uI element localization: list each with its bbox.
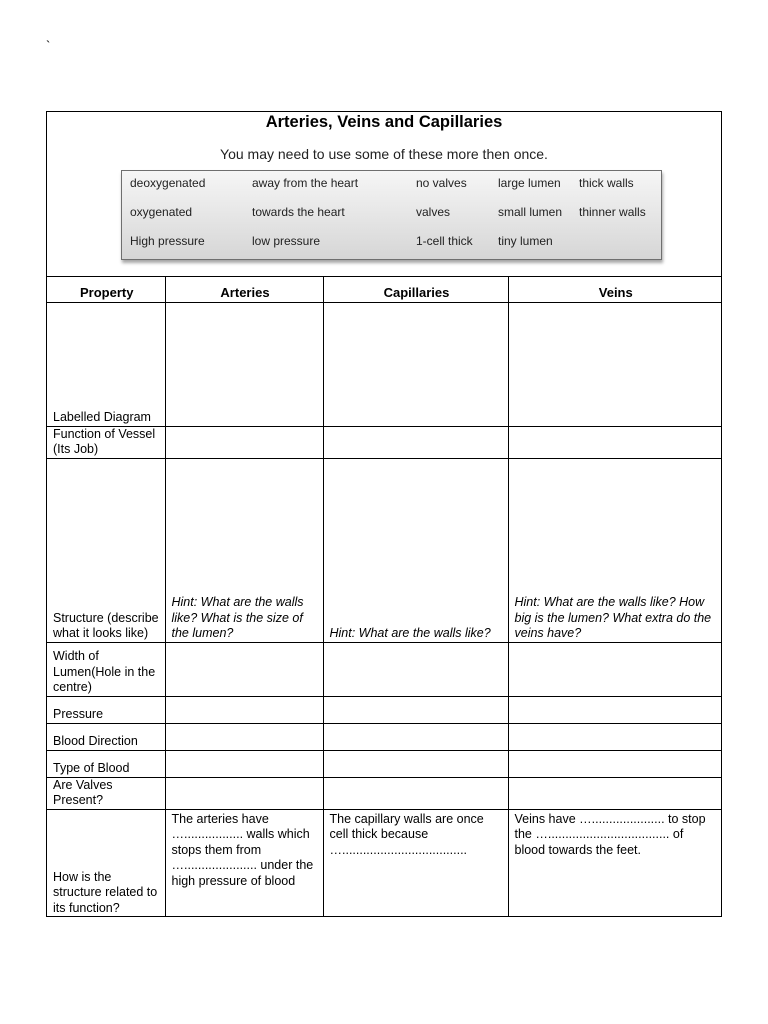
word-bank-term: large lumen: [498, 176, 561, 190]
row-label: Labelled Diagram: [47, 302, 165, 426]
row-label: Are Valves Present?: [47, 777, 165, 809]
word-bank-term: tiny lumen: [498, 234, 553, 248]
word-bank-term: low pressure: [252, 234, 321, 248]
word-bank-term: High pressure: [130, 234, 205, 248]
row-label: Structure (describe what it looks like): [47, 458, 165, 642]
capillaries-cell[interactable]: [323, 750, 508, 777]
row-label: Width of Lumen(Hole in the centre): [47, 642, 165, 696]
row-label: Pressure: [47, 696, 165, 723]
veins-cell[interactable]: [508, 723, 721, 750]
table-row: [47, 696, 721, 723]
worksheet: [46, 111, 722, 917]
row-label: Type of Blood: [47, 750, 165, 777]
veins-answer[interactable]: Veins have …..................... to stop the …................................... of blood towards the feet.: [508, 809, 721, 916]
capillaries-answer[interactable]: The capillary walls are once cell thick because …....................................: [323, 809, 508, 916]
column-header-veins: Veins: [508, 276, 721, 302]
capillaries-cell[interactable]: [323, 723, 508, 750]
veins-cell[interactable]: [508, 750, 721, 777]
veins-cell[interactable]: [508, 642, 721, 696]
table-row: [47, 642, 721, 696]
arteries-cell[interactable]: [165, 302, 323, 426]
arteries-cell[interactable]: [165, 642, 323, 696]
capillaries-cell[interactable]: [323, 642, 508, 696]
veins-cell[interactable]: [508, 777, 721, 809]
table-row: [47, 458, 721, 642]
arteries-cell[interactable]: [165, 426, 323, 458]
word-bank-term: no valves: [416, 176, 467, 190]
word-bank-term: away from the heart: [252, 176, 359, 190]
arteries-answer[interactable]: The arteries have …................. walls which stops them from …..................... under the high pressure of blood: [165, 809, 323, 916]
arteries-cell[interactable]: [165, 723, 323, 750]
veins-hint[interactable]: Hint: What are the walls like? How big is the lumen? What extra do the veins have?: [508, 458, 721, 642]
veins-cell[interactable]: [508, 426, 721, 458]
capillaries-cell[interactable]: [323, 696, 508, 723]
table-row: [47, 777, 721, 809]
word-bank-term: thick walls: [579, 176, 634, 190]
table-row: [47, 723, 721, 750]
row-label: Blood Direction: [47, 723, 165, 750]
table-row: [47, 426, 721, 458]
worksheet-title: Arteries, Veins and Capillaries: [265, 113, 503, 131]
table-row: [47, 302, 721, 426]
arteries-cell[interactable]: [165, 696, 323, 723]
column-header-capillaries: Capillaries: [323, 276, 508, 302]
table-header-row: [47, 276, 721, 302]
worksheet-instructions: You may need to use some of these more then once.: [220, 146, 548, 162]
word-bank-term: oxygenated: [130, 205, 193, 219]
arteries-cell[interactable]: [165, 777, 323, 809]
worksheet-header: [47, 112, 721, 277]
word-bank-term: thinner walls: [579, 205, 646, 219]
column-header-property: Property: [47, 276, 165, 302]
capillaries-cell[interactable]: [323, 426, 508, 458]
table-row: [47, 750, 721, 777]
capillaries-cell[interactable]: [323, 777, 508, 809]
row-label: Function of Vessel (Its Job): [47, 426, 165, 458]
veins-cell[interactable]: [508, 696, 721, 723]
comparison-table: [47, 276, 721, 916]
word-bank: [121, 170, 662, 260]
column-header-arteries: Arteries: [165, 276, 323, 302]
stray-mark: `: [46, 38, 51, 53]
row-label: How is the structure related to its function?: [47, 809, 165, 916]
veins-cell[interactable]: [508, 302, 721, 426]
capillaries-cell[interactable]: [323, 302, 508, 426]
word-bank-term: small lumen: [498, 205, 563, 219]
word-bank-term: 1-cell thick: [416, 234, 473, 248]
capillaries-hint[interactable]: Hint: What are the walls like?: [323, 458, 508, 642]
word-bank-term: towards the heart: [252, 205, 345, 219]
word-bank-term: deoxygenated: [130, 176, 206, 190]
arteries-hint[interactable]: Hint: What are the walls like? What is the size of the lumen?: [165, 458, 323, 642]
table-row: [47, 809, 721, 916]
word-bank-term: valves: [416, 205, 451, 219]
arteries-cell[interactable]: [165, 750, 323, 777]
